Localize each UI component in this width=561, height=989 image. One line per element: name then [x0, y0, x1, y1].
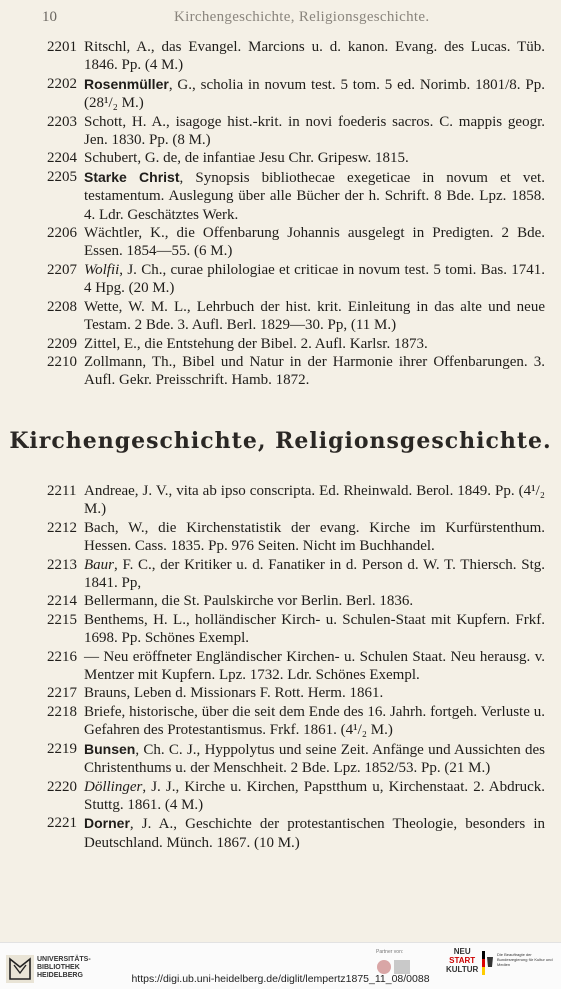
entry-author-bold: Bunsen	[84, 740, 136, 757]
catalog-entry	[0, 703, 561, 740]
entry-text-segment: Wette, W. M. L., Lehrbuch der hist. krit. Einleitung in das alte und neue Testam. 2 Bde. 3. Aufl. Berl. 1829—30. Pp, (11 M.)	[84, 298, 545, 334]
entry-text	[84, 648, 545, 685]
catalog-entry	[0, 298, 561, 335]
partner-label: Partner von:	[376, 949, 404, 955]
catalog-entry	[0, 814, 561, 852]
entry-text-segment: Benthems, H. L., holländischer Kirch- u. Schulen-Staat mit Kupfern. Frkf. 1698. Pp. Schönes Exempl.	[84, 611, 545, 647]
catalog-entry	[0, 38, 561, 75]
neustart-line3: KULTUR	[446, 965, 479, 974]
page-url-link[interactable]: https://digi.ub.uni-heidelberg.de/diglit/lempertz1875_11_08/0088	[131, 973, 430, 985]
catalog-entry	[0, 113, 561, 150]
entry-text-segment: , F. C., der Kritiker u. d. Fanatiker in d. Person d. W. T. Thiersch. Stg. 1841. Pp,	[84, 556, 545, 592]
page-number: 10	[42, 9, 57, 25]
catalog-entry	[0, 353, 561, 390]
entry-text	[84, 353, 545, 390]
entry-text-segment: Bach, W., die Kirchenstatistik der evang. Kirche im Kurfürstenthum. Hessen. Cass. 1835. Pp. 976 Seiten. Nicht im Buchhandel.	[84, 519, 545, 555]
entry-number: 2209	[47, 335, 77, 352]
entry-number: 2215	[47, 611, 77, 628]
entry-number: 2201	[47, 39, 77, 55]
entry-text-segment: Ritschl	[84, 39, 127, 55]
federal-eagle-icon	[482, 951, 494, 975]
catalog-entry	[0, 519, 561, 556]
catalog-entry	[0, 556, 561, 593]
entry-text-segment: Brauns, Leben d. Missionars F. Rott. Herm. 1861.	[84, 685, 384, 702]
entry-text	[84, 261, 545, 298]
entry-text	[84, 335, 545, 353]
entry-author-bold: Rosenmüller	[84, 75, 169, 92]
entry-number: 2206	[47, 225, 77, 242]
catalog-entry	[0, 611, 561, 648]
entry-text-segment: , J. A., Geschichte der protestantischen Theologie, besonders in Deutschland. Münch. 1867. (10 M.)	[84, 816, 545, 851]
entry-text	[84, 149, 545, 167]
catalog-entry	[0, 168, 561, 224]
entries-top	[0, 38, 561, 390]
catalog-entry	[0, 684, 561, 702]
entry-text	[84, 778, 545, 815]
entry-text	[84, 556, 545, 593]
entry-text-segment: Zittel, E., die Entstehung der Bibel. 2. Aufl. Karlsr. 1873.	[84, 335, 428, 352]
neustart-line2: START	[449, 956, 476, 965]
entry-author-italic: Döllinger	[84, 778, 143, 795]
page-header	[0, 9, 561, 31]
entry-author-bold: Dorner	[84, 815, 130, 832]
entry-text	[84, 168, 545, 224]
catalog-entry	[0, 149, 561, 167]
entry-text-segment: , Ch. C. J., Hyppolytus und seine Zeit. Anfänge und Aussichten des Christenthums u. der Menschheit. 2 Bde. Lpz. 1852/53. Pp. (21 M.)	[84, 741, 545, 777]
entry-text	[84, 611, 545, 648]
catalog-entry	[0, 335, 561, 353]
entry-number: 2204	[47, 150, 77, 167]
catalog-entry	[0, 592, 561, 610]
entry-text-segment: , J. J., Kirche u. Kirchen, Papstthum u, Kirchenstaat. 2. Abdruck. Stuttg. 1861. (4 M.)	[84, 778, 545, 813]
entry-text	[84, 38, 545, 75]
entry-number: 2210	[47, 353, 77, 370]
entry-text	[84, 592, 545, 610]
catalog-entry	[0, 75, 561, 113]
entry-author-italic: Baur	[84, 556, 114, 573]
entry-number: 2211	[47, 483, 77, 499]
entries-bottom	[0, 482, 561, 852]
entry-text-segment: — Neu eröffneter Engländischer Kirchen- u. Schulen Staat. Neu herausg. v. Mentzer mit Kupfern. Lpz. 1732. Ldr. Schönes Exempl.	[84, 648, 545, 684]
federal-commissioner-text: Die Beauftragte der Bundesregierung für Kultur und Medien	[497, 952, 553, 967]
catalog-entry	[0, 648, 561, 685]
entry-text	[84, 298, 545, 335]
neustart-line1: NEU	[453, 947, 471, 956]
entry-number: 2203	[47, 113, 77, 130]
neustart-kultur-logo	[446, 947, 478, 974]
entry-author-italic: Wolfii	[84, 261, 120, 278]
entry-text	[84, 113, 545, 150]
entry-text-segment: , G., scholia in novum test. 5 tom. 5 ed. Norimb. 1801/8. Pp. (28¹/₂ M.)	[84, 76, 545, 112]
entry-text	[84, 519, 545, 556]
entry-text-segment: Wächtler, K., die Offenbarung Johannis ausgelegt in Predigten. 2 Bde. Essen. 1854—55. (6 M.)	[84, 225, 545, 260]
catalog-entry	[0, 482, 561, 519]
entry-text	[84, 75, 545, 113]
entry-number: 2221	[47, 815, 77, 832]
catalog-entry	[0, 224, 561, 261]
entry-text	[84, 684, 545, 702]
entry-number: 2217	[47, 685, 77, 702]
entry-text-segment: , J. Ch., curae philologiae et criticae in novum test. 5 tomi. Bas. 1741. 4 Hpg. (20 M.)	[84, 261, 545, 297]
entry-text	[84, 482, 545, 519]
entry-author-bold: Starke Christ	[84, 168, 180, 185]
entry-text-segment: , A., das Evangel. Marcions u. d. kanon. Evang. des Lucas. Tüb. 1846. Pp. (4 M.)	[84, 39, 545, 74]
entry-number: 2202	[47, 75, 77, 92]
entry-text-segment: Briefe, historische, über die seit dem Ende des 16. Jahrh. fortgeh. Verluste u. Gefahren des Protestantismus. Frkf. 1861. (4¹/₂ M.)	[84, 703, 545, 739]
catalog-entry	[0, 740, 561, 778]
entry-number: 2208	[47, 298, 77, 315]
entry-number: 2207	[47, 261, 77, 278]
entry-text-segment: Bellermann, die St. Paulskirche vor Berlin. Berl. 1836.	[84, 593, 414, 610]
entry-number: 2220	[47, 778, 77, 795]
entry-text	[84, 703, 545, 740]
entry-number: 2213	[47, 556, 77, 573]
viewer-footer	[0, 942, 561, 989]
entry-text	[84, 814, 545, 852]
institution-name: UNIVERSITÄTS- BIBLIOTHEK HEIDELBERG	[37, 956, 91, 979]
entry-number: 2214	[47, 593, 77, 610]
catalog-entry	[0, 261, 561, 298]
entry-text	[84, 224, 545, 261]
entry-number: 2205	[47, 168, 77, 185]
entry-text-segment: Zollmann, Th., Bibel und Natur in der Harmonie ihrer Offenbarungen. 3. Aufl. Gekr. Preisschrift. Hamb. 1872.	[84, 353, 545, 389]
entry-number: 2212	[47, 519, 77, 536]
running-head: Kirchengeschichte, Religionsgeschichte.	[174, 9, 430, 25]
entry-text-segment: , Synopsis bibliothecae exegeticae in novum et vet. testamentum. Auslegung über alle Bücher der h. Schrift. 8 Bde. Lpz. 1858. 4. Ldr. Geschätztes Werk.	[84, 169, 545, 223]
entry-number: 2218	[47, 703, 77, 720]
entry-text-segment: Andreae, J. V., vita ab ipso conscripta. Ed. Rheinwald. Berol. 1849. Pp. (4¹/₂ M.)	[84, 483, 545, 518]
entry-number: 2216	[47, 648, 77, 665]
entry-text-segment: Schott, H. A., isagoge hist.-krit. in novi foederis sacros. C. mappis geogr. Jen. 1830. Pp. (8 M.)	[84, 113, 545, 149]
section-title: Kirchengeschichte, Religionsgeschichte.	[9, 428, 552, 454]
entry-number: 2219	[47, 740, 77, 757]
entry-text	[84, 740, 545, 778]
catalog-entry	[0, 778, 561, 815]
entry-text-segment: Schubert, G. de, de infantiae Jesu Chr. Gripesw. 1815.	[84, 150, 409, 167]
